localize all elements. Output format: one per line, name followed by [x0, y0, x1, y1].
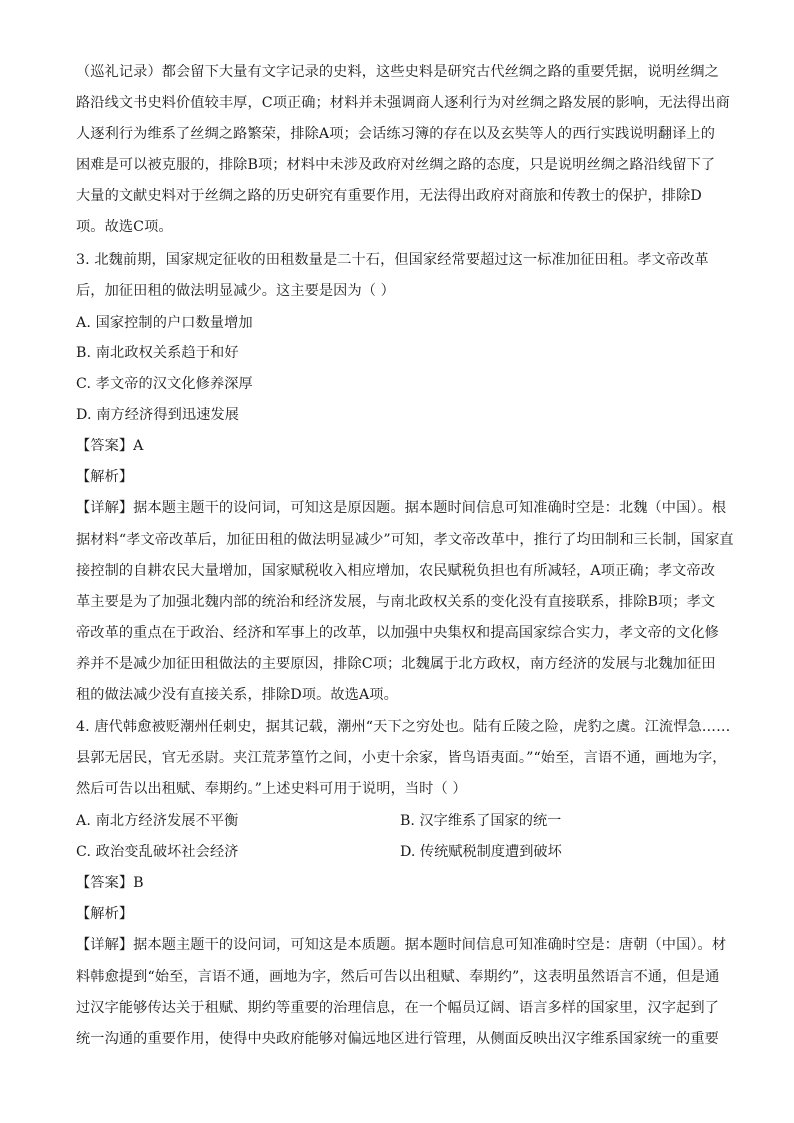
question-3-detail: 革主要是为了加强北魏内部的统治和经济发展，与南北政权关系的变化没有直接联系，排除B项；孝文 — [76, 594, 716, 610]
question-3-option-d: D. 南方经济得到迅速发展 — [76, 407, 240, 423]
question-4-detail: 料韩愈提到“始至，言语不通，画地为字，然后可告以出租赋、奉期约”，这表明虽然语言不通，但是通 — [76, 969, 720, 985]
question-3-detail: 【详解】据本题主题干的设问词，可知这是原因题。据本题时间信息可知准确时空是：北魏（中国）。根 — [76, 500, 727, 516]
text-line: 大量的文献史料对于丝绸之路的历史研究有重要作用，无法得出政府对商旅和传教士的保护，排除D — [76, 188, 702, 204]
question-4-option-a: A. 南北方经济发展不平衡 — [76, 813, 239, 829]
question-4-option-b: B. 汉字维系了国家的统一 — [400, 813, 562, 829]
text-line: 项。故选C项。 — [76, 219, 173, 235]
question-3-stem: 后，加征田租的做法明显减少。这主要是因为（ ） — [76, 283, 395, 299]
text-line: （巡礼记录）都会留下大量有文字记录的史料，这些史料是研究古代丝绸之路的重要凭据，说明丝绸之 — [76, 64, 719, 80]
question-4-analysis-label: 【解析】 — [76, 906, 134, 922]
question-3-stem: 3. 北魏前期，国家规定征收的田租数量是二十石，但国家经常要超过这一标准加征田租。孝文帝改革 — [76, 252, 709, 268]
question-3-detail: 租的做法减少没有直接关系，排除D项。故选A项。 — [76, 687, 398, 703]
text-line: 人逐利行为维系了丝绸之路繁荣，排除A项；会话练习簿的存在以及玄奘等人的西行实践说明翻译上的 — [76, 126, 715, 142]
question-4-detail: 【详解】据本题主题干的设问词，可知这是本质题。据本题时间信息可知准确时空是：唐朝（中国）。材 — [76, 937, 727, 953]
question-3-detail: 据材料“孝文帝改革后，加征田租的做法明显减少”可知，孝文帝改革中，推行了均田制和三长制，国家直 — [76, 532, 734, 548]
question-4-detail: 统一沟通的重要作用，使得中央政府能够对偏远地区进行管理，从侧面反映出汉字维系国家统一的重要 — [76, 1031, 719, 1047]
question-3-option-a: A. 国家控制的户口数量增加 — [76, 315, 253, 331]
question-3-option-c: C. 孝文帝的汉文化修养深厚 — [76, 376, 253, 392]
question-3-detail: 帝改革的重点在于政治、经济和军事上的改革，以加强中央集权和提高国家综合实力，孝文帝的文化修 — [76, 625, 719, 641]
question-3-answer: 【答案】A — [76, 438, 144, 454]
question-4-stem: 4. 唐代韩愈被贬潮州任刺史，据其记载，潮州“天下之穷处也。陆有丘陵之险，虎豹之虞。江流悍急…… — [76, 719, 731, 735]
question-3-detail: 养并不是减少加征田租做法的主要原因，排除C项；北魏属于北方政权，南方经济的发展与北魏加征田 — [76, 656, 716, 672]
question-4-option-d: D. 传统赋税制度遭到破坏 — [400, 844, 562, 860]
text-line: 困难是可以被克服的，排除B项；材料中未涉及政府对丝绸之路的态度，只是说明丝绸之路沿线留下了 — [76, 157, 716, 173]
question-4-option-c: C. 政治变乱破坏社会经济 — [76, 844, 239, 860]
text-line: 路沿线文书史料价值较丰厚，C项正确；材料并未强调商人逐利行为对丝绸之路发展的影响，无法得出商 — [76, 95, 730, 111]
question-4-detail: 过汉字能够传达关于租赋、期约等重要的治理信息，在一个幅员辽阔、语言多样的国家里，汉字起到了 — [76, 1000, 719, 1016]
question-3-detail: 接控制的自耕农民大量增加，国家赋税收入相应增加，农民赋税负担也有所减轻，A项正确；孝文帝改 — [76, 563, 715, 579]
question-4-answer: 【答案】B — [76, 875, 144, 891]
question-3-analysis-label: 【解析】 — [76, 469, 134, 485]
question-4-stem: 然后可告以出租赋、奉期约。”上述史料可用于说明，当时（ ） — [76, 781, 467, 797]
question-4-stem: 县郭无居民，官无丞尉。夹江荒茅篁竹之间，小吏十余家，皆鸟语夷面。”“始至，言语不通，画地为字， — [76, 750, 727, 766]
question-3-option-b: B. 南北政权关系趋于和好 — [76, 345, 239, 361]
